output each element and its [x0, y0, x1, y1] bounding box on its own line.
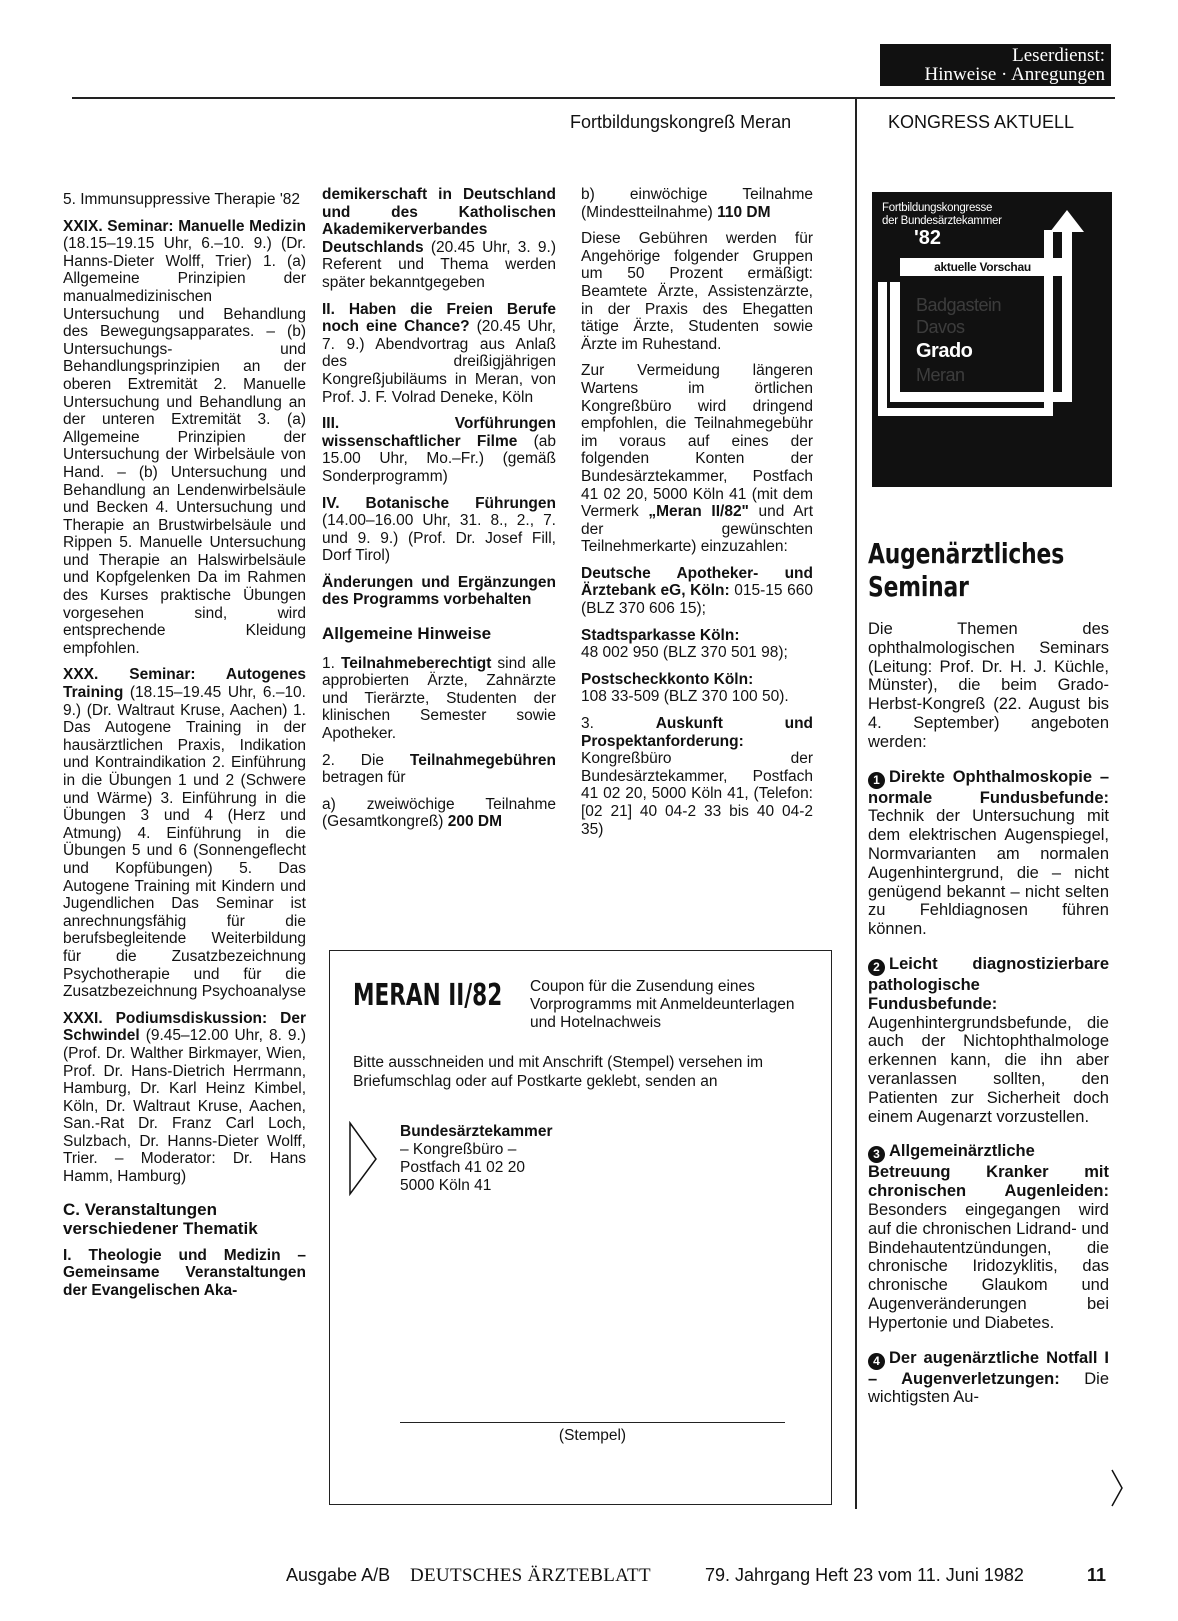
gebuehr-b-amount: 110 DM	[717, 203, 771, 221]
logo-city-davos: Davos	[916, 317, 965, 337]
auskunft-num: 3.	[581, 715, 656, 733]
number-4-icon: 4	[868, 1353, 885, 1370]
seminar-xxx-title: XXX. Seminar: Autogenes Training	[63, 666, 306, 702]
logo-banner: aktuelle Vorschau	[900, 258, 1065, 276]
theologie-medizin-title: I. Theologie und Medizin – Gemeinsame Veranstaltungen der Evangelischen Aka-	[63, 1246, 306, 1299]
zahlungshinweis-rest: und Art der gewünschten Teilnehmerkarte) einzuzahlen:	[581, 503, 814, 556]
address-dept: – Kongreßbüro –	[400, 1141, 517, 1158]
gebuehr-a-amount: 200 DM	[447, 813, 503, 831]
column-rule	[855, 99, 857, 1509]
gebuehr-b-label: b) einwöchige Teilnahme (Mindestteilnahme)	[581, 186, 813, 221]
address-postfach: Postfach 41 02 20	[400, 1159, 525, 1176]
seminar-xxx-body: (Dr. Waltraut Kruse, Aachen) 1. Das Autogene Training in der hausärztlichen Praxis, Indikation und Kontraindikation 2. Einführung in die Übungen 1 und 2 (Schwere und Wärme) 3. Einführung in die Übungen 3 und 4 (Herz und Atmung) 4. Einführung in die Übungen 5 und 6 (Sonnengeflecht und Kopfübungen) 5. Das Autogene Training mit Kindern und Jugendlichen Das Seminar ist anrechnungsfähig für die berufsbegleitende Weiterbildung für die Zusatzbezeichnung Psychotherapie und für die Zusatzbezeichnung Psychoanalyse	[63, 701, 306, 1001]
logo-year: '82	[914, 227, 942, 249]
column-3	[581, 186, 813, 847]
filme-title: III. Vorführungen wissenschaftlicher Filme	[322, 415, 556, 450]
seminar-xxxi	[63, 1010, 306, 1186]
leserdienst-badge	[880, 44, 1111, 86]
hinweis-2	[322, 752, 556, 787]
bank-sparkasse	[581, 627, 813, 662]
column-1	[63, 191, 306, 1299]
coupon-title: MERAN II/82	[353, 978, 503, 1013]
address-org: Bundesärztekammer	[400, 1123, 553, 1140]
seminar-xxxi-title: XXXI. Podiumsdiskussion: Der Schwindel	[63, 1009, 306, 1045]
auskunft-body: Kongreßbüro der Bundesärztekammer, Postfach 41 02 20, 5000 Köln 41, (Telefon: [02 21] 40 04-2 33 bis 40 04-2 35)	[581, 750, 813, 838]
augen-item-1-title: Direkte Ophthalmoskopie – normale Fundusbefunde:	[868, 767, 1109, 807]
vermerk: „Meran II/82"	[648, 503, 749, 521]
bank-sparkasse-account: 48 002 950 (BLZ 370 501 98);	[581, 644, 788, 662]
bank-postscheck	[581, 671, 813, 706]
footer-edition: Ausgabe A/B	[286, 1565, 391, 1585]
akademiker-title: demikerschaft in Deutschland und des Katholischen Akademikerverbandes Deutschlands	[322, 186, 556, 256]
augen-item-3	[868, 1142, 1109, 1332]
hinweis-1-num: 1.	[322, 654, 341, 672]
logo-line-2: der Bundesärztekammer	[882, 215, 1002, 227]
botanik-event	[322, 495, 556, 565]
continue-arrow-icon	[1110, 1468, 1124, 1508]
hinweis-2-body: betragen für	[322, 769, 406, 787]
heading-c: C. Veranstaltungen verschiedener Thematik	[63, 1199, 258, 1238]
seminar-xxx	[63, 666, 306, 1000]
gebuehr-b	[581, 186, 813, 221]
badge-line-2: Hinweise · Anregungen	[924, 64, 1105, 85]
gebuehr-a-label: a) zweiwöchige Teilnahme (Gesamtkongreß)	[322, 795, 556, 831]
stamp-label: (Stempel)	[558, 1427, 627, 1444]
hinweis-2-title: Teilnahmegebühren	[409, 751, 556, 769]
gebuehr-a	[322, 796, 556, 831]
number-1-icon: 1	[868, 772, 885, 789]
auskunft	[581, 715, 813, 838]
auskunft-title: Auskunft und Prospektanforderung:	[581, 715, 814, 750]
stamp-line	[400, 1422, 785, 1423]
filme-event	[322, 415, 556, 485]
bank-postscheck-name: Postscheckkonto Köln:	[581, 670, 754, 688]
freie-berufe-title: II. Haben die Freien Berufe noch eine Chance?	[322, 300, 556, 336]
augen-item-3-body: Besonders eingegangen wird auf die chronischen Lidrand- und Bindehautentzündungen, die chronische Iridozyklitis, das chronische Glaukom und Augenveränderungen bei Hypertonie und Diabetes.	[868, 1200, 1109, 1332]
number-2-icon: 2	[868, 959, 885, 976]
seminar-xxix-title: XXIX. Seminar: Manuelle Medizin	[63, 217, 306, 235]
zahlungshinweis-text: Zur Vermeidung längeren Wartens im örtlichen Kongreßbüro wird dringend empfohlen, die Teilnahmegebühr im voraus auf eines der folgenden Konten der Bundesärztekammer, Postfach 41 02 20, 5000 Köln 41 (mit dem Vermerk	[581, 362, 813, 521]
address-city: 5000 Köln 41	[400, 1177, 492, 1194]
coupon-arrow-icon	[348, 1121, 380, 1196]
zahlungshinweis	[581, 362, 813, 556]
hinweis-1-title: Teilnahmeberechtigt	[340, 654, 492, 672]
botanik-title: IV. Botanische Führungen	[322, 494, 556, 512]
augen-item-3-title: Allgemeinärztliche Betreuung Kranker mit chronischen Augenleiden:	[868, 1142, 1109, 1201]
bank-apotheker-account: 015-15 660 (BLZ 370 606 15);	[581, 582, 813, 618]
badge-line-1: Leserdienst:	[1012, 45, 1105, 66]
column-4	[868, 620, 1109, 1416]
augen-item-4	[868, 1349, 1109, 1408]
section-label: KONGRESS AKTUELL	[888, 112, 1075, 132]
bank-apotheker	[581, 565, 813, 618]
augen-item-1-body: Technik der Untersuchung mit dem elektrischen Augenspiegel, Normvarianten am normalen Augenhintergrund, die – nicht genügend bekannt – nicht selten zu Fehldiagnosen führen können.	[868, 807, 1109, 939]
augen-item-2-body: Augenhintergrundsbefunde, die auch der Nichtophthalmologe erkennen kann, die ihn aber veranlassen sollten, den Patienten zur Sicherheit doch einem Augenarzt vorzustellen.	[868, 1013, 1109, 1126]
aenderungen-note	[322, 574, 556, 609]
seminar-xxix	[63, 218, 306, 658]
coupon-address	[400, 1123, 552, 1195]
augen-intro: Die Themen des ophthalmologischen Seminars (Leitung: Prof. Dr. H. J. Küchle, Münster), die beim Grado-Herbst-Kongreß (22. August bis 4. September) angeboten werden:	[868, 620, 1109, 751]
hinweis-1-body: sind alle approbierten Ärzte, Zahnärzte und Tierärzte, Studenten der klinischen Semester sowie Apotheker.	[322, 654, 556, 743]
item-immunsuppressive: 5. Immunsuppressive Therapie '82	[63, 191, 301, 208]
page-number: 11	[1087, 1565, 1107, 1585]
kongress-logo	[872, 192, 1112, 487]
coupon-instruction: Bitte ausschneiden und mit Anschrift (Stempel) versehen im Briefumschlag oder auf Postkarte geklebt, senden an	[353, 1054, 764, 1090]
seminar-xxix-time: (18.15–19.15 Uhr, 6.–10. 9.)	[63, 235, 272, 253]
header-rule	[72, 97, 1115, 99]
seminar-xxxi-body: (Prof. Dr. Walther Birkmayer, Wien, Prof. Dr. Hans-Dietrich Herrmann, Hamburg, Dr. Karl Heinz Kimbel, Köln, Dr. Waltraut Kruse, Aachen, San.-Rat Dr. Franz Carl Loch, Sulzbach, Dr. Hanns-Dieter Wolff, Trier. – Moderator: Dr. Hans Hamm, Hamburg)	[63, 1044, 306, 1186]
freie-berufe-event	[322, 301, 556, 407]
logo-line-1: Fortbildungskongresse	[882, 202, 993, 214]
augen-item-4-body: Die wichtigsten Au-	[868, 1369, 1109, 1407]
bank-postscheck-account: 108 33-509 (BLZ 370 100 50).	[581, 688, 789, 706]
augen-item-4-title: Der augenärztliche Notfall I – Augenverletzungen:	[868, 1348, 1109, 1388]
seminar-xxix-body: (Dr. Hanns-Dieter Wolff, Trier) 1. (a) Allgemeine Prinzipien der manualmedizinischen Untersuchung und Behandlung des Bewegungsapparates. – (b) Untersuchungs- und Behandlungsprinzipien an der oberen Extremität 2. Manuelle Untersuchung und Behandlung an der unteren Extremität 3. (a) Allgemeine Prinzipien der Untersuchung der Wirbelsäule von Hand. – (b) Untersuchung und Behandlung an Lendenwirbelsäule und Becken 4. Untersuchung und Therapie an Brustwirbelsäule und Rippen 5. Manuelle Untersuchung und Therapie an Halswirbelsäule und Kopfgelenken Da im Rahmen des Kurses praktische Übungen vorgesehen sind, wird entsprechende Kleidung empfohlen.	[63, 235, 306, 657]
augen-item-1	[868, 768, 1109, 939]
seminar-xxxi-time: (9.45–12.00 Uhr, 8. 9.)	[139, 1027, 306, 1045]
logo-city-badgastein: Badgastein	[916, 295, 1002, 315]
coupon-description: Coupon für die Zusendung eines Vorprogramms mit Anmeldeunterlagen und Hotelnachweis	[530, 978, 795, 1031]
hinweis-2-num: 2. Die	[322, 751, 410, 769]
seminar-xxx-time: (18.15–19.45 Uhr, 6.–10. 9.)	[63, 684, 306, 719]
filme-body: (ab 15.00 Uhr, Mo.–Fr.) (gemäß Sonderprogramm)	[322, 432, 556, 485]
section-title: Augenärztliches Seminar	[868, 537, 1065, 603]
bank-sparkasse-name: Stadtsparkasse Köln:	[581, 626, 740, 644]
hinweis-1	[322, 655, 556, 743]
footer-journal: DEUTSCHES ÄRZTEBLATT	[410, 1565, 651, 1586]
logo-city-meran: Meran	[916, 365, 965, 385]
allgemeine-hinweise-heading: Allgemeine Hinweise	[322, 624, 492, 644]
theologie-medizin	[63, 1247, 306, 1300]
coupon-box[interactable]	[329, 950, 832, 1505]
footer-issue: 79. Jahrgang Heft 23 vom 11. Juni 1982	[705, 1565, 1024, 1585]
akademiker-event	[322, 186, 556, 292]
column-2	[322, 186, 556, 840]
running-title: Fortbildungskongreß Meran	[570, 112, 792, 132]
freie-berufe-body: (20.45 Uhr, 7. 9.) Abendvortrag aus Anlaß des dreißigjährigen Kongreßjubiläums in Meran, von Prof. J. F. Volrad Deneke, Köln	[322, 318, 556, 406]
number-3-icon: 3	[868, 1146, 885, 1163]
augen-item-2-title: Leicht diagnostizierbare pathologische Fundusbefunde:	[868, 954, 1109, 1013]
botanik-body: (14.00–16.00 Uhr, 31. 8., 2., 7. und 9. 9.) (Prof. Dr. Josef Fill, Dorf Tirol)	[322, 512, 556, 565]
logo-city-grado: Grado	[916, 340, 973, 362]
aenderungen-text: Änderungen und Ergänzungen des Programms vorbehalten	[322, 573, 556, 609]
akademiker-body: (20.45 Uhr, 3. 9.) Referent und Thema werden später bekanntgegeben	[322, 238, 556, 291]
ermaessigung: Diese Gebühren werden für Angehörige folgender Gruppen um 50 Prozent ermäßigt: Beamtete Ärzte, Assistenzärzte, in der Praxis des Ehegatten tätige Ärzte, Studenten sowie Ärzte im Ruhestand.	[581, 230, 813, 353]
bank-apotheker-name: Deutsche Apotheker- und Ärztebank eG, Köln:	[581, 564, 813, 600]
augen-item-2	[868, 955, 1109, 1126]
